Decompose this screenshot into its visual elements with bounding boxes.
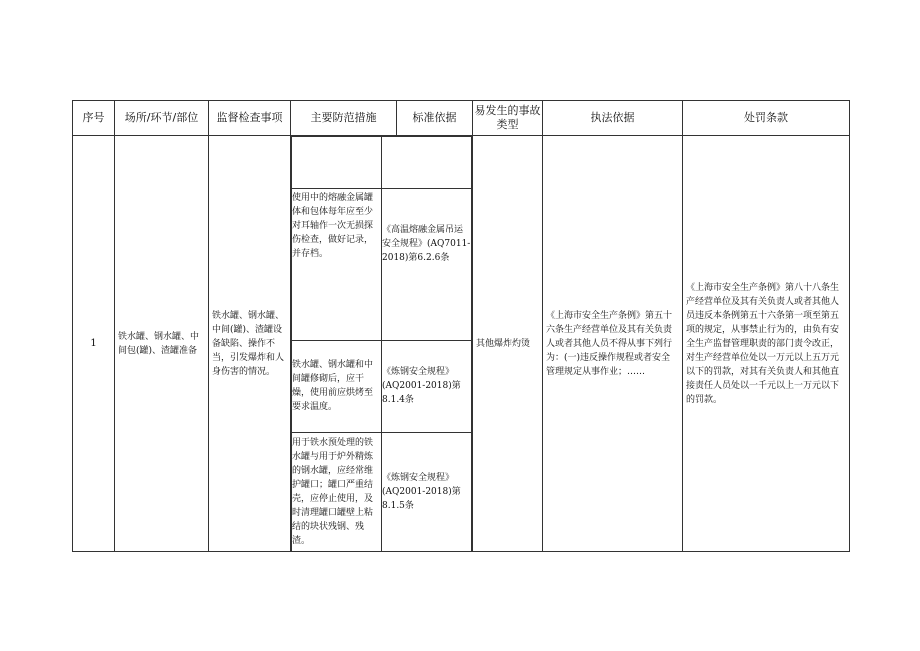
header-standard: 标准依据 [397,101,473,136]
sub-item-standard: 《炼钢安全规程》(AQ2001-2018)第8.1.5条 [382,432,472,551]
sub-item-standard: 《高温熔融金属吊运安全规程》(AQ7011-2018)第6.2.6条 [382,188,472,340]
sub-items [291,136,472,551]
row-accident-type: 其他爆炸灼烫 [473,136,543,552]
sub-item-standard: 《炼钢安全规程》(AQ2001-2018)第8.1.4条 [382,340,472,432]
row-law-basis: 《上海市安全生产条例》第五十六条生产经营单位及其有关负责人或者其他人员不得从事下列行为：(一)违反操作规程或者安全管理规定从事作业；…… [543,136,683,552]
row-index: 1 [73,136,115,552]
header-penalty: 处罚条款 [683,101,850,136]
row-inspection: 铁水罐、钢水罐、中间(罐)、渣罐设备缺陷、操作不当，引发爆炸和人身伤害的情况。 [209,136,291,552]
table-row [73,136,850,552]
header-row [73,101,850,136]
header-law-basis: 执法依据 [543,101,683,136]
header-measures: 主要防范措施 [291,101,397,136]
sub-item [292,188,472,340]
sub-item-measure: 铁水罐、钢水罐和中间罐修砌后，应干燥，使用前应烘烤至要求温度。 [292,340,382,432]
header-inspection: 监督检查事项 [209,101,291,136]
sub-item [292,432,472,551]
sub-item [292,340,472,432]
regulation-table [72,100,850,552]
header-index: 序号 [73,101,115,136]
measures-standards-block [291,136,473,552]
row-penalty: 《上海市安全生产条例》第八十八条生产经营单位及其有关负责人或者其他人员违反本条例第五十六条第一项至第五项的规定，从事禁止行为的，由负有安全生产监督管理职责的部门责令改正，对生产经营单位处以一万元以上五万元以下的罚款，对其有关负责人和其他直接责任人员处以一千元以上一万元以下的罚款。 [683,136,850,552]
sub-item-measure: 用于铁水预处理的铁水罐与用于炉外精炼的钢水罐，应经常维护罐口；罐口严重结壳，应停止使用，及时清理罐口罐壁上粘结的块状残钢、残渣。 [292,432,382,551]
row-location: 铁水罐、钢水罐、中间包(罐)、渣罐准备 [115,136,209,552]
header-location: 场所/环节/部位 [115,101,209,136]
sub-item-measure: 使用中的熔融金属罐体和包体每年应至少对耳轴作一次无损探伤检查，做好记录，并存档。 [292,188,382,340]
header-accident-type: 易发生的事故类型 [473,101,543,136]
